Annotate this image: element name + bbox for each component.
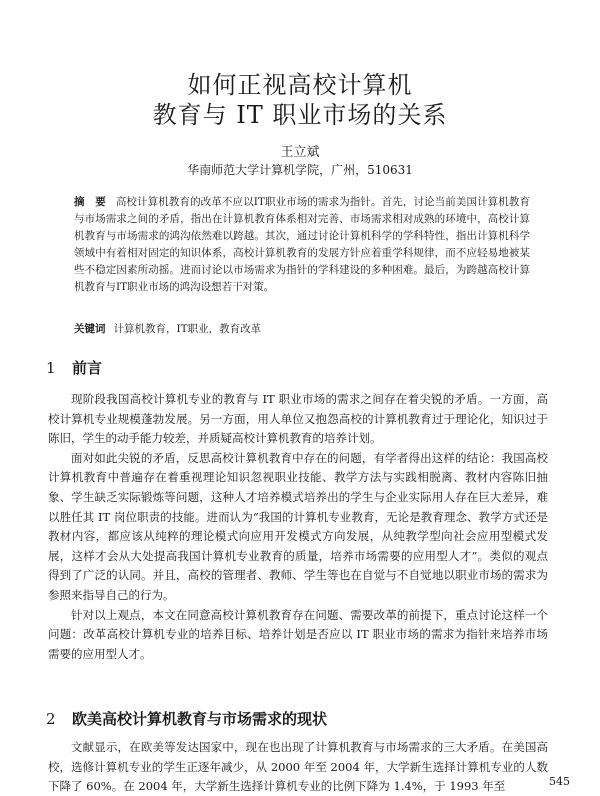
section-2-title: 欧美高校计算机教育与市场需求的现状 [72, 710, 328, 728]
paper-title [0, 70, 600, 130]
keywords [74, 321, 530, 336]
title-line-2: 教育与 IT 职业市场的关系 [152, 101, 448, 129]
abstract [74, 194, 530, 296]
section-2-heading [46, 708, 327, 729]
paragraph: 现阶段我国高校计算机专业的教育与 IT 职业市场的需求之间存在着尖锐的矛盾。一方面，高校计算机专业规模蓬勃发展。另一方面，用人单位又抱怨高校的计算机教育过于理论化，知识过于陈旧，学生的动手能力较差，并质疑高校计算机教育的培养计划。 [48, 392, 548, 446]
author-affiliation: 华南师范大学计算机学院，广州，510631 [187, 163, 413, 177]
title-line-1: 如何正视高校计算机 [187, 71, 413, 99]
keywords-label: 关键词 [74, 323, 106, 335]
section-1-title: 前言 [72, 359, 103, 377]
section-1-number: 1 [46, 359, 56, 377]
abstract-text: 高校计算机教育的改革不应以IT职业市场的需求为指针。首先，讨论当前美国计算机教育与市场需求之间的矛盾，指出在计算机教育体系相对完善、市场需求相对成熟的环境中，高校计算机教育与市场需求的鸿沟依然难以跨越。其次，通过讨论计算机科学的学科特性，指出计算机科学领域中有着相对固定的知识体系，高校计算机教育的发展方针应着重学科规律，而不应轻易地被某些不稳定因素所动摇。进而讨论以市场需求为指针的学科建设的多种困难。最后，为跨越高校计算机教育与IT职业市场的鸿沟设想若干对策。 [74, 196, 531, 293]
abstract-label: 摘 要 [74, 196, 106, 208]
paragraph: 针对以上观点，本文在同意高校计算机教育存在问题、需要改革的前提下，重点讨论这样一个问题：改革高校计算机专业的培养目标、培养计划是否应以 IT 职业市场的需求为指针来培养市场需要的应用型人才。 [48, 607, 548, 661]
paragraph: 面对如此尖锐的矛盾，反思高校计算机教育中存在的问题，有学者得出这样的结论：我国高校计算机教育中普遍存在着重视理论知识忽视职业技能、教学方法与实践相脱离、教材内容陈旧抽象、学生缺乏实际锻炼等问题，这种人才培养模式培养出的学生与企业实际用人存在巨大差异，难以胜任其 IT 岗位职责的技能。进而认为“我国的计算机专业教育，无论是教育理念、教学方式还是教材内容，都应该从纯粹的理论模式向应用开发模式方向发展，从纯教学型向社会应用型模式发展，这样才会从大处提高我国计算机专业教育的质量，培养市场需要的应用型人才”。类似的观点得到了广泛的认同。并且，高校的管理者、教师、学生等也在自觉与不自觉地以职业市场的需求为参照来指导自己的行为。 [48, 450, 548, 602]
section-2-body [48, 738, 548, 796]
section-2-number: 2 [46, 710, 56, 728]
paragraph: 文献显示，在欧美等发达国家中，现在也出现了计算机教育与市场需求的三大矛盾。在美国高校，选修计算机专业的学生正逐年减少，从 2000 年至 2004 年，大学新生选择计算机专业的人数下降了 60%。在 2004 年，大学新生选择计算机专业的比例下降为 1.4%，于 1993 年至 [48, 740, 548, 794]
section-1-body [48, 390, 548, 664]
section-1-heading [46, 357, 102, 378]
author-name: 王立斌 [280, 145, 320, 160]
page-number: 545 [549, 775, 570, 788]
keywords-text: 计算机教育，IT职业，教育改革 [113, 323, 262, 335]
